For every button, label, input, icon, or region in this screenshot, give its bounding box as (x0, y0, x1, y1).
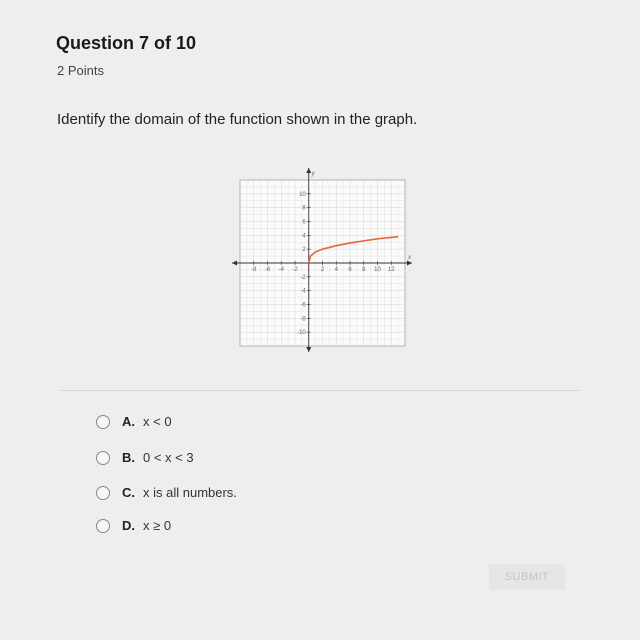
y-axis-label: y (311, 171, 315, 177)
y-tick-label: -10 (297, 330, 306, 337)
question-prompt: Identify the domain of the function shown in the graph. (57, 111, 418, 128)
y-tick-label: -8 (300, 316, 306, 323)
choice-text: x < 0 (143, 414, 172, 429)
y-tick-label: -6 (300, 302, 306, 309)
choice-text: 0 < x < 3 (143, 450, 194, 465)
y-tick-label: 2 (302, 247, 306, 254)
y-tick-label: -4 (300, 288, 306, 295)
x-tick-label: -6 (264, 267, 271, 273)
radio-button[interactable] (96, 486, 110, 500)
graph-svg (232, 166, 412, 352)
x-tick-label: 2 (320, 267, 325, 273)
y-tick-label: 8 (302, 205, 306, 212)
y-tick-label: 6 (302, 219, 306, 226)
choice-letter: D. (122, 518, 135, 533)
choice-text: x is all numbers. (143, 485, 237, 500)
x-tick-label: 8 (362, 267, 366, 273)
function-graph (232, 166, 412, 352)
choice-d[interactable] (96, 518, 171, 533)
choice-c[interactable] (96, 485, 237, 500)
choice-text: x ≥ 0 (143, 518, 172, 533)
x-tick-label: 10 (374, 267, 381, 273)
y-tick-label: 4 (302, 233, 306, 240)
choice-letter: B. (122, 450, 135, 465)
choice-letter: A. (122, 414, 135, 429)
x-axis-arrow-left (232, 261, 237, 266)
x-tick-label: -4 (278, 267, 284, 273)
x-axis-arrow-right (407, 261, 412, 266)
submit-button[interactable]: SUBMIT (489, 564, 565, 590)
divider (60, 390, 580, 391)
y-axis-arrow-down (306, 347, 311, 352)
radio-button[interactable] (96, 415, 110, 429)
radio-button[interactable] (96, 451, 110, 465)
x-tick-label: 4 (334, 267, 338, 273)
y-tick-label: -2 (300, 274, 306, 281)
choice-a[interactable] (96, 414, 172, 429)
choice-letter: C. (122, 485, 135, 500)
y-tick-label: 10 (299, 191, 306, 198)
x-tick-label: 12 (387, 267, 395, 273)
x-tick-label: 6 (348, 267, 352, 273)
question-title: Question 7 of 10 (56, 33, 197, 53)
x-axis-label: x (408, 255, 411, 261)
radio-button[interactable] (96, 519, 110, 533)
choice-b[interactable] (96, 450, 194, 465)
x-tick-label: -8 (251, 267, 257, 273)
y-axis-arrow-up (306, 168, 311, 173)
question-points: 2 Points (57, 63, 104, 78)
x-tick-label: -2 (292, 267, 298, 273)
